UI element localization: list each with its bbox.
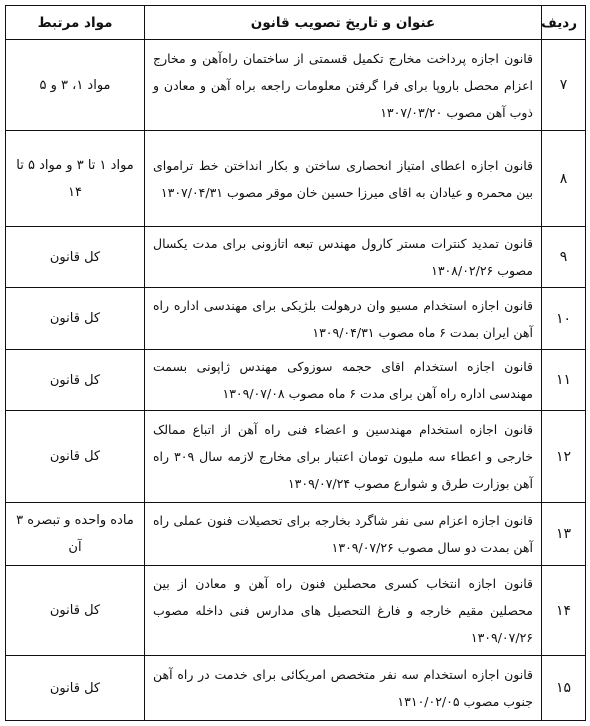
related-articles: مواد ۱ تا ۳ و مواد ۵ تا ۱۴	[6, 131, 145, 227]
row-number: ۱۴	[542, 566, 586, 656]
related-articles: کل قانون	[6, 566, 145, 656]
table-row	[6, 288, 586, 350]
table-row	[6, 40, 586, 131]
laws-table	[5, 5, 586, 721]
row-number: ۱۱	[542, 350, 586, 411]
law-title: قانون اجازه استخدام مسیو وان درهولت بلژیکی برای مهندسی اداره راه آهن ایران بمدت ۶ ماه مصوب ۱۳۰۹/۰۴/۳۱	[145, 288, 542, 350]
table-row	[6, 227, 586, 288]
header-title: عنوان و تاریخ تصویب قانون	[145, 6, 542, 40]
related-articles: کل قانون	[6, 288, 145, 350]
table-row	[6, 131, 586, 227]
table-row	[6, 411, 586, 503]
law-title: قانون اجازه اعزام سی نفر شاگرد بخارجه برای تحصیلات فنون عملی راه آهن بمدت دو سال مصوب ۱۳۰۹/۰۷/۲۶	[145, 503, 542, 566]
law-title: قانون اجازه استخدام مهندسین و اعضاء فنی راه آهن از اتباع ممالک خارجی و اعطاء سه ملیون تومان اعتبار برای مخارج لازمه سال ۳۰۹ راه آهن بوزارت طرق و شوارع مصوب ۱۳۰۹/۰۷/۲۴	[145, 411, 542, 503]
table-header-row	[6, 6, 586, 40]
related-articles: کل قانون	[6, 350, 145, 411]
law-title: قانون اجازه انتخاب کسری محصلین فنون راه آهن و معادن از بین محصلین مقیم خارجه و فارغ التحصیل های مدارس فنی داخله مصوب ۱۳۰۹/۰۷/۲۶	[145, 566, 542, 656]
table-row	[6, 350, 586, 411]
row-number: ۹	[542, 227, 586, 288]
related-articles: ماده واحده و تبصره ۳ آن	[6, 503, 145, 566]
table-row	[6, 503, 586, 566]
row-number: ۷	[542, 40, 586, 131]
row-number: ۱۵	[542, 656, 586, 721]
law-title: قانون اجازه استخدام سه نفر متخصص امریکائی برای خدمت در راه آهن جنوب مصوب ۱۳۱۰/۰۲/۰۵	[145, 656, 542, 721]
related-articles: کل قانون	[6, 227, 145, 288]
row-number: ۱۲	[542, 411, 586, 503]
law-title: قانون اجازه پرداخت مخارج تکمیل قسمتی از ساختمان راه‌آهن و مخارج اعزام محصل باروپا برای فرا گرفتن معلومات راجعه براه آهن و معادن و ذوب آهن مصوب ۱۳۰۷/۰۳/۲۰	[145, 40, 542, 131]
header-related: مواد مرتبط	[6, 6, 145, 40]
header-radif: ردیف	[542, 6, 586, 40]
law-title: قانون اجازه استخدام اقای حجمه سوزوکی مهندس ژاپونی بسمت مهندسی اداره راه آهن برای مدت ۶ ماه مصوب ۱۳۰۹/۰۷/۰۸	[145, 350, 542, 411]
row-number: ۱۰	[542, 288, 586, 350]
row-number: ۱۳	[542, 503, 586, 566]
related-articles: کل قانون	[6, 656, 145, 721]
law-title: قانون تمدید کنترات مستر کارول مهندس تبعه اتازونی برای مدت یکسال مصوب ۱۳۰۸/۰۲/۲۶	[145, 227, 542, 288]
table-row	[6, 566, 586, 656]
table-row	[6, 656, 586, 721]
row-number: ۸	[542, 131, 586, 227]
related-articles: مواد ۱، ۳ و ۵	[6, 40, 145, 131]
related-articles: کل قانون	[6, 411, 145, 503]
law-table-page	[5, 5, 585, 721]
law-title: قانون اجازه اعطای امتیاز انحصاری ساختن و بکار انداختن خط تراموای بین محمره و عیادان به اقای میرزا حسین خان موقر مصوب ۱۳۰۷/۰۴/۳۱	[145, 131, 542, 227]
